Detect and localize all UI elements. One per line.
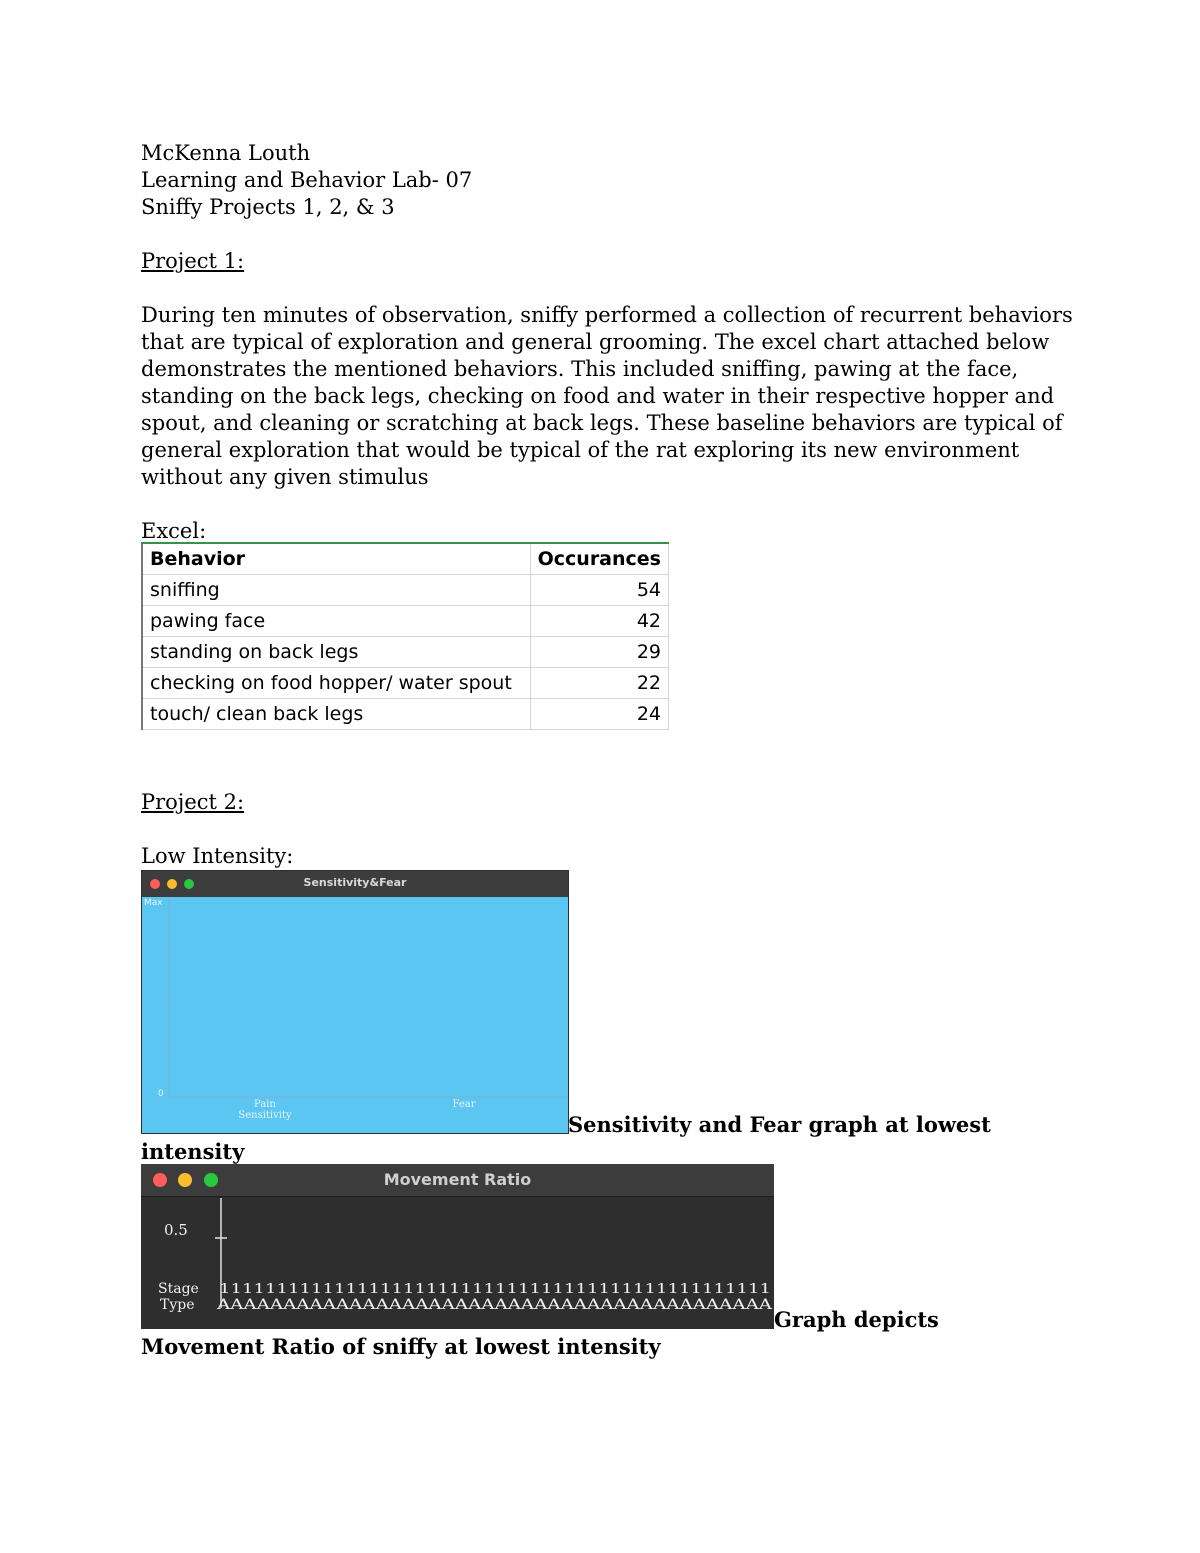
paragraph-line: During ten minutes of observation, sniffy performed a collection of recurrent behaviors <box>141 303 1073 327</box>
behavior-cell: standing on back legs <box>142 637 530 668</box>
behavior-table <box>141 542 669 730</box>
window-title: Sensitivity&Fear <box>303 876 407 889</box>
table-row <box>142 699 669 730</box>
project2-heading: Project 2: <box>141 790 245 814</box>
stage-label: Stage <box>158 1281 199 1297</box>
type-label: Type <box>160 1297 195 1313</box>
movement-caption-line1: Graph depicts <box>774 1307 939 1332</box>
column-header-occurances: Occurances <box>530 543 668 575</box>
project2-section <box>141 789 1061 870</box>
x-label-sensitivity: Sensitivity <box>238 1110 292 1121</box>
x-label-pain: Pain <box>254 1099 276 1110</box>
stage-marks: 111111111111111111111111111111111111111111111111 <box>219 1282 771 1297</box>
table-row <box>142 575 669 606</box>
paragraph-line: spout, and cleaning or scratching at back legs. These baseline behaviors are typical of <box>141 411 1063 435</box>
occurrence-cell: 42 <box>530 606 668 637</box>
window-titlebar[interactable] <box>142 871 568 897</box>
excel-label: Excel: <box>141 519 207 543</box>
movement-ratio-chart <box>141 1196 774 1329</box>
y-min-label: 0 <box>158 1089 164 1099</box>
assignment-title: Sniffy Projects 1, 2, & 3 <box>141 195 395 219</box>
author-name: McKenna Louth <box>141 141 311 165</box>
behavior-cell: checking on food hopper/ water spout <box>142 668 530 699</box>
low-intensity-label: Low Intensity: <box>141 844 294 868</box>
occurrence-cell: 54 <box>530 575 668 606</box>
project1-heading: Project 1: <box>141 249 245 273</box>
course-name: Learning and Behavior Lab- 07 <box>141 168 473 192</box>
window-title: Movement Ratio <box>383 1170 532 1189</box>
y-max-label: Max <box>144 898 163 908</box>
behavior-cell: sniffing <box>142 575 530 606</box>
movement-ratio-window <box>141 1164 774 1329</box>
occurrence-cell: 22 <box>530 668 668 699</box>
sensitivity-caption-line2: intensity <box>141 1139 245 1164</box>
table-row <box>142 606 669 637</box>
sensitivity-fear-window <box>141 870 569 1134</box>
behavior-cell: touch/ clean back legs <box>142 699 530 730</box>
paragraph-line: general exploration that would be typical of the rat exploring its new environment <box>141 438 1020 462</box>
movement-caption-line2: Movement Ratio of sniffy at lowest intensity <box>141 1334 661 1359</box>
table-header-row <box>142 543 669 575</box>
occurrence-cell: 24 <box>530 699 668 730</box>
x-label-fear: Fear <box>452 1099 476 1110</box>
sensitivity-fear-chart <box>142 897 568 1133</box>
table-row <box>142 668 669 699</box>
occurrence-cell: 29 <box>530 637 668 668</box>
paragraph-line: standing on the back legs, checking on food and water in their respective hopper and <box>141 384 1055 408</box>
behavior-cell: pawing face <box>142 606 530 637</box>
project1-paragraph <box>141 302 1073 491</box>
paragraph-line: that are typical of exploration and general grooming. The excel chart attached below <box>141 330 1050 354</box>
sensitivity-caption-line1: Sensitivity and Fear graph at lowest <box>568 1112 991 1137</box>
type-marks: AAAAAAAAAAAAAAAAAAAAAAAAAAAAAAAAAAAAAAAAAA <box>215 1297 774 1313</box>
document-body <box>141 140 1073 545</box>
window-titlebar[interactable] <box>141 1164 774 1197</box>
paragraph-line: without any given stimulus <box>141 465 429 489</box>
y-value-label: 0.5 <box>164 1221 188 1239</box>
table-row <box>142 637 669 668</box>
column-header-behavior: Behavior <box>142 543 530 575</box>
paragraph-line: demonstrates the mentioned behaviors. This included sniffing, pawing at the face, <box>141 357 1019 381</box>
